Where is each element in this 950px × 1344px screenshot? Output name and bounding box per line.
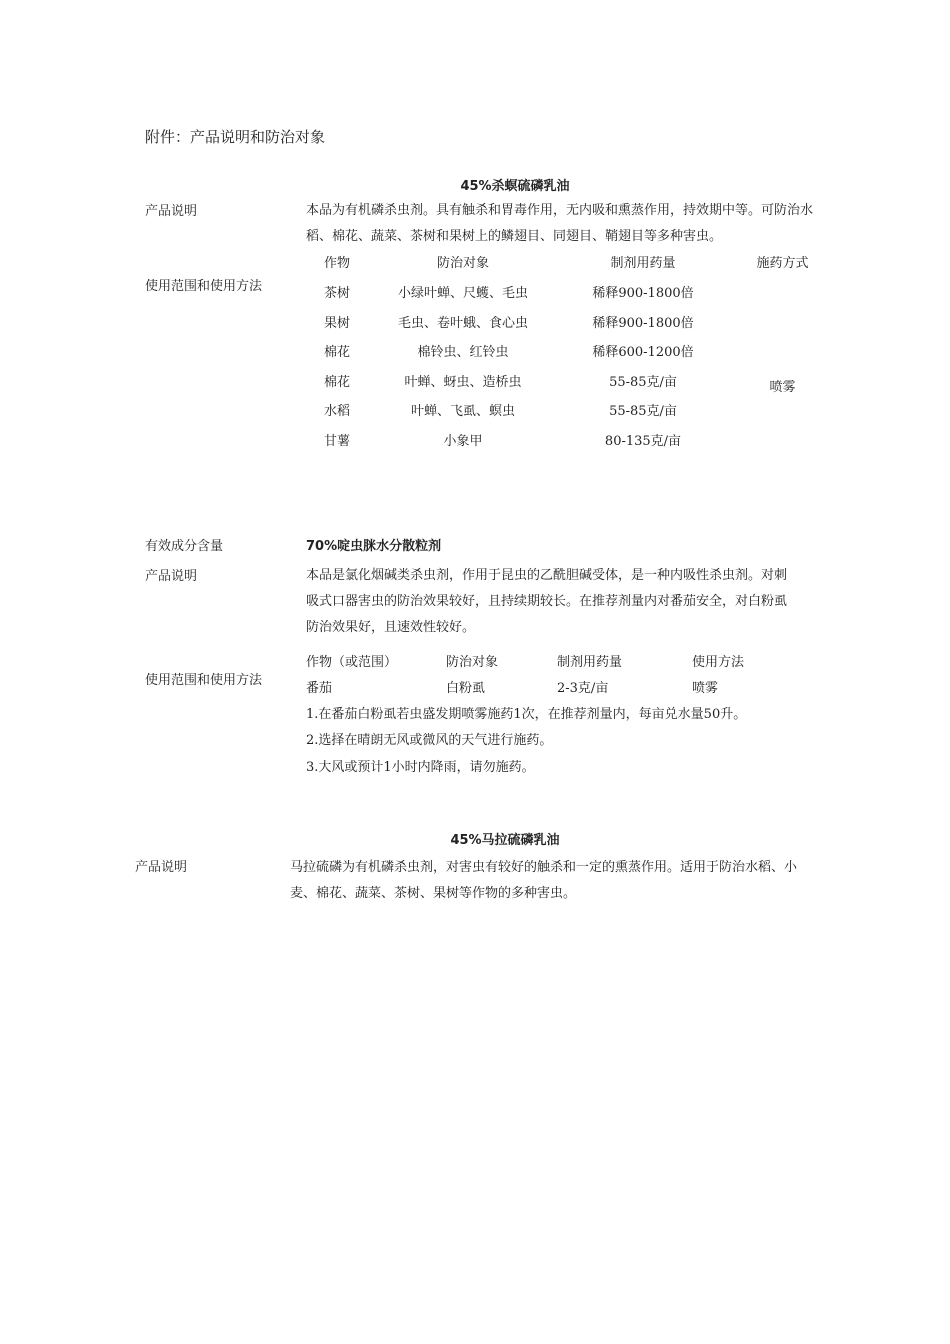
application-method: 喷雾 bbox=[769, 380, 796, 395]
note-item: 1.在番茄白粉虱若虫盛发期喷雾施药1次，在推荐剂量内，每亩兑水量50升。 bbox=[306, 707, 747, 722]
product-2-ingredient-label: 有效成分含量 bbox=[145, 539, 224, 554]
note-item: 3.大风或预计1小时内降雨，请勿施药。 bbox=[306, 760, 535, 775]
product-1-description: 本品为有机磷杀虫剂。具有触杀和胃毒作用，无内吸和熏蒸作用，持效期中等。可防治水 稻、棉花、蔬菜、茶树和果树上的鳞翅目、同翅目、鞘翅目等多种害虫。 bbox=[306, 203, 814, 244]
product-1-desc-label: 产品说明 bbox=[145, 204, 198, 219]
page-heading: 附件：产品说明和防治对象 bbox=[145, 128, 326, 146]
product-2-desc-label: 产品说明 bbox=[145, 569, 198, 584]
product-3-title: 45%马拉硫磷乳油 bbox=[450, 833, 560, 848]
product-2-description: 本品是氯化烟碱类杀虫剂，作用于昆虫的乙酰胆碱受体，是一种内吸性杀虫剂。对刺 吸式口器害虫的防治效果较好，且持续期较长。在推荐剂量内对番茄安全，对白粉虱 防治效果好，且速效性较好。 bbox=[306, 568, 788, 635]
product-3-description: 马拉硫磷为有机磷杀虫剂，对害虫有较好的触杀和一定的熏蒸作用。适用于防治水稻、小 麦、棉花、蔬菜、茶树、果树等作物的多种害虫。 bbox=[290, 860, 798, 901]
product-2-usage-label: 使用范围和使用方法 bbox=[145, 673, 263, 688]
product-3-desc-label: 产品说明 bbox=[135, 860, 188, 875]
product-1-title: 45%杀螟硫磷乳油 bbox=[460, 179, 570, 194]
product-2-title: 70%啶虫脒水分散粒剂 bbox=[306, 539, 442, 554]
note-item: 2.选择在晴朗无风或微风的天气进行施药。 bbox=[306, 733, 553, 748]
product-1-usage-label: 使用范围和使用方法 bbox=[145, 279, 263, 294]
